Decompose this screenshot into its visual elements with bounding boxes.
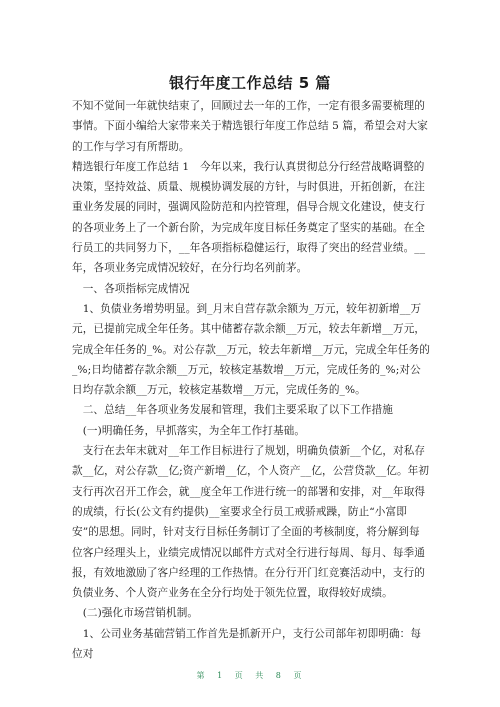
page-number-footer: 第 1 页 共 8 页 — [196, 671, 304, 680]
subheading-clear-tasks: (一)明确任务，早抓落实，为全年工作打基础。 — [72, 424, 306, 437]
paragraph-summary-1: 精选银行年度工作总结 1 今年以来，我行认真贯彻总分行经营战略调整的决策，坚持效益、质量、规模协调发展的方针，与时俱进，开拓创新，在注重业务发展的同时，强调风险防范和内控管理，倡导合规文化建设，使支行的各项业务上了一个新台阶，为完成年度目标任务奠定了坚实的基础。在全行员工的共同努力下，__年各项指标稳健运行，取得了突出的经营业绩。__年，各项业务完成情况较好，在分行均名列前茅。 — [72, 160, 426, 275]
paragraph-planning: 支行在去年末就对__年工作目标进行了规划，明确负债新__个亿，对私存款__亿，对公存款__亿;资产新增__亿，个人资产__亿，公营贷款__亿。年初支行再次召开工作会，就__度全年工作进行统一的部署和安排，对__年取得的成绩，行长(公文有约提供)__室要求全行员工戒骄戒躁，防止“小富即安”的思想。同时，针对支行目标任务制订了全面的考核制度，将分解到每位客户经理头上，业绩完成情况以邮件方式对全行进行每周、每月、每季通报，有效地激励了客户经理的工作热情。在分行开门红竞赛活动中，支行的负债业务、个人资产业务在全分行均处于领先位置，取得较好成绩。 — [72, 445, 430, 600]
paragraph-intro: 不知不觉间一年就快结束了，回顾过去一年的工作，一定有很多需要梳理的事情。下面小编给大家带来关于精选银行年度工作总结 5 篇，希望会对大家的工作与学习有所帮助。 — [72, 100, 428, 153]
document-body — [72, 96, 430, 664]
paragraph-corporate-business: 1、公司业务基础营销工作首先是抓新开户，支行公司部年初即明确：每位对 — [72, 627, 422, 661]
section-heading-indicators: 一、各项指标完成情况 — [72, 282, 190, 295]
paragraph-liability-business: 1、负债业务增势明显。到_月末自营存款余额为_万元，较年初新增__万元，已提前完成全年任务。其中储蓄存款余额__万元，较去年新增__万元，完成全年任务的_%。对公存款__万元，较去年新增__万元，完成全年任务的_%;日均储蓄存款余额__万元，较核定基数增__万元，完成任务的_%;对公日均存款余额__万元，较核定基数增__万元，完成任务的_%。 — [72, 302, 430, 397]
subheading-marketing: (二)强化市场营销机制。 — [72, 607, 199, 620]
document-title: 银行年度工作总结 5 篇 — [169, 74, 331, 92]
section-heading-measures: 二、总结__年各项业务发展和管理，我们主要采取了以下工作措施 — [72, 404, 393, 417]
